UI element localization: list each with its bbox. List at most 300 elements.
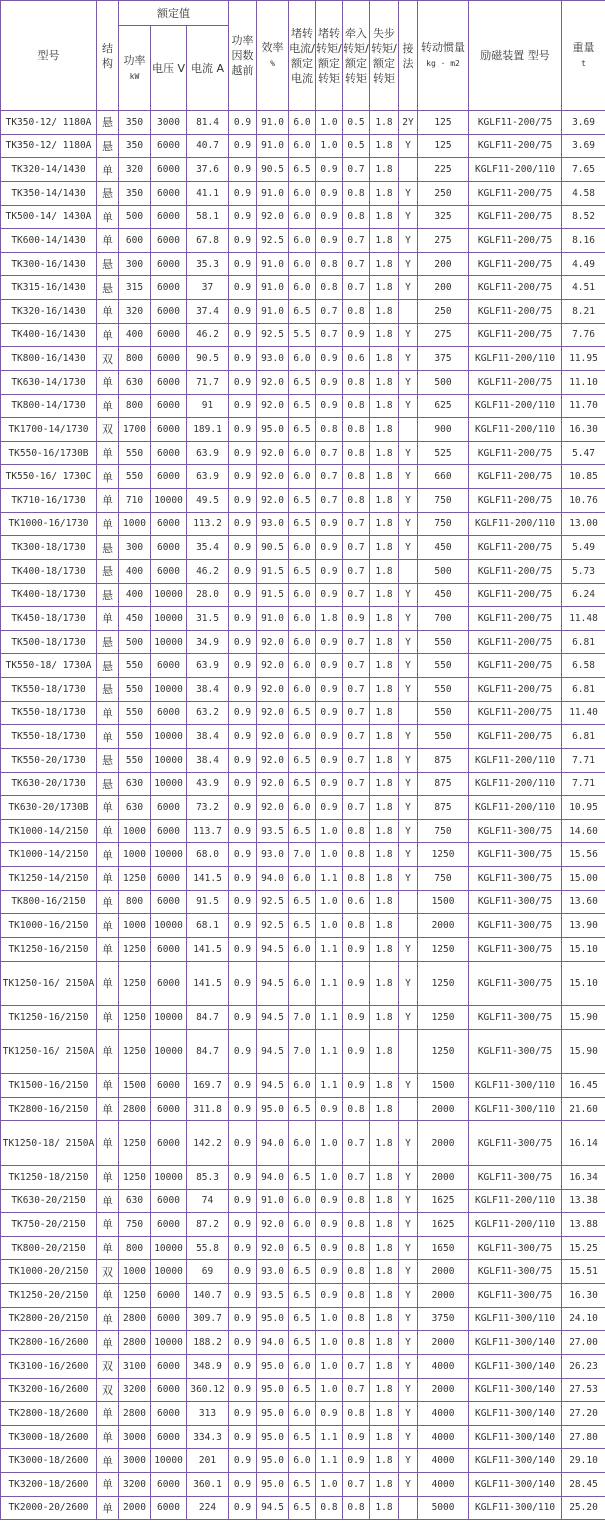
cell-locked-torque: 0.8 [316,276,343,300]
cell-weight: 11.95 [562,347,605,371]
cell-pullin-torque: 0.8 [343,867,370,891]
cell-pullin-torque: 0.7 [343,701,370,725]
cell-model: TK1250-18/2150 [1,1165,97,1189]
cell-weight: 27.20 [562,1402,605,1426]
cell-power: 1000 [119,819,151,843]
cell-pullin-torque: 0.8 [343,1496,370,1520]
cell-locked-current: 6.5 [289,1425,316,1449]
cell-voltage: 6000 [151,134,187,158]
cell-pullin-torque: 0.7 [343,630,370,654]
cell-pullin-torque: 0.8 [343,1402,370,1426]
cell-current: 28.0 [187,583,229,607]
cell-model: TK300-18/1730 [1,536,97,560]
cell-inertia: 3750 [418,1307,469,1331]
cell-model: TK1250-16/2150 [1,1006,97,1030]
cell-structure: 单 [97,890,119,914]
cell-power-factor: 0.9 [229,1307,257,1331]
cell-locked-current: 6.5 [289,772,316,796]
cell-pullout-torque: 1.8 [370,205,399,229]
cell-inertia: 200 [418,276,469,300]
cell-structure: 单 [97,1165,119,1189]
cell-structure: 单 [97,796,119,820]
cell-locked-torque: 0.9 [316,1213,343,1237]
header-inertia-unit: kg · m2 [426,59,460,68]
cell-connection: Y [399,1473,418,1497]
cell-structure: 单 [97,158,119,182]
table-row [1,1097,605,1121]
cell-power-factor: 0.9 [229,1284,257,1308]
cell-inertia: 875 [418,796,469,820]
cell-model: TK630-20/2150 [1,1189,97,1213]
cell-power: 3000 [119,1425,151,1449]
cell-locked-current: 6.5 [289,559,316,583]
cell-current: 43.9 [187,772,229,796]
cell-pullout-torque: 1.8 [370,678,399,702]
cell-power-factor: 0.9 [229,1473,257,1497]
cell-connection: Y [399,1189,418,1213]
cell-pullout-torque: 1.8 [370,1029,399,1074]
cell-inertia: 875 [418,772,469,796]
cell-weight: 15.25 [562,1236,605,1260]
cell-structure: 单 [97,701,119,725]
cell-voltage: 6000 [151,205,187,229]
cell-model: TK1250-20/2150 [1,1284,97,1308]
cell-pullin-torque: 0.8 [343,1331,370,1355]
table-row [1,300,605,324]
header-voltage: 电压 V [151,26,187,111]
table-row [1,347,605,371]
cell-structure: 悬 [97,276,119,300]
cell-power-factor: 0.9 [229,819,257,843]
cell-pullout-torque: 1.8 [370,843,399,867]
cell-weight: 6.58 [562,654,605,678]
cell-power: 550 [119,748,151,772]
cell-pullin-torque: 0.8 [343,418,370,442]
cell-efficiency: 94.5 [257,1496,289,1520]
cell-connection: Y [399,678,418,702]
cell-efficiency: 94.5 [257,1029,289,1074]
cell-exciter: KGLF11-300/75 [469,890,562,914]
cell-model: TK1250-14/2150 [1,867,97,891]
cell-connection: Y [399,1260,418,1284]
cell-structure: 单 [97,489,119,513]
cell-pullout-torque: 1.8 [370,441,399,465]
table-row [1,158,605,182]
cell-model: TK1250-16/2150 [1,937,97,961]
cell-connection [399,559,418,583]
cell-power: 320 [119,158,151,182]
cell-power: 800 [119,347,151,371]
cell-connection: Y [399,1307,418,1331]
cell-structure: 单 [97,1307,119,1331]
cell-pullout-torque: 1.8 [370,701,399,725]
cell-power: 1250 [119,1121,151,1166]
cell-power: 2800 [119,1307,151,1331]
cell-power: 550 [119,654,151,678]
cell-efficiency: 91.0 [257,300,289,324]
cell-voltage: 10000 [151,583,187,607]
cell-connection: Y [399,607,418,631]
cell-pullout-torque: 1.8 [370,1307,399,1331]
cell-connection: Y [399,1074,418,1098]
cell-weight: 11.40 [562,701,605,725]
cell-current: 37 [187,276,229,300]
cell-locked-torque: 0.7 [316,465,343,489]
cell-current: 334.3 [187,1425,229,1449]
cell-pullin-torque: 0.8 [343,300,370,324]
cell-voltage: 6000 [151,158,187,182]
cell-model: TK550-20/1730 [1,748,97,772]
cell-voltage: 6000 [151,1213,187,1237]
cell-structure: 单 [97,1029,119,1074]
cell-inertia: 5000 [418,1496,469,1520]
cell-current: 91 [187,394,229,418]
cell-power: 3200 [119,1378,151,1402]
cell-weight: 21.60 [562,1097,605,1121]
cell-structure: 悬 [97,111,119,135]
cell-power-factor: 0.9 [229,914,257,938]
cell-connection: Y [399,205,418,229]
cell-inertia: 250 [418,181,469,205]
cell-voltage: 10000 [151,678,187,702]
cell-structure: 单 [97,300,119,324]
cell-pullin-torque: 0.9 [343,961,370,1006]
cell-connection: Y [399,725,418,749]
cell-power: 630 [119,796,151,820]
cell-inertia: 125 [418,111,469,135]
cell-efficiency: 94.0 [257,1121,289,1166]
cell-pullout-torque: 1.8 [370,465,399,489]
cell-pullout-torque: 1.8 [370,1213,399,1237]
cell-structure: 悬 [97,772,119,796]
cell-exciter: KGLF11-200/110 [469,1189,562,1213]
cell-structure: 单 [97,1236,119,1260]
table-row [1,843,605,867]
table-row [1,1006,605,1030]
cell-exciter: KGLF11-200/75 [469,252,562,276]
table-row [1,583,605,607]
cell-exciter: KGLF11-200/110 [469,796,562,820]
cell-pullout-torque: 1.8 [370,1354,399,1378]
cell-structure: 悬 [97,654,119,678]
cell-locked-current: 6.0 [289,1402,316,1426]
cell-structure: 悬 [97,678,119,702]
cell-power-factor: 0.9 [229,843,257,867]
cell-pullin-torque: 0.8 [343,441,370,465]
cell-exciter: KGLF11-300/110 [469,1307,562,1331]
cell-pullin-torque: 0.7 [343,725,370,749]
cell-exciter: KGLF11-200/75 [469,536,562,560]
cell-voltage: 10000 [151,772,187,796]
cell-voltage: 6000 [151,512,187,536]
cell-connection: Y [399,441,418,465]
cell-exciter: KGLF11-200/75 [469,134,562,158]
cell-structure: 悬 [97,252,119,276]
cell-exciter: KGLF11-200/75 [469,465,562,489]
cell-power-factor: 0.9 [229,937,257,961]
cell-pullout-torque: 1.8 [370,229,399,253]
cell-model: TK350-12/ 1180A [1,111,97,135]
cell-locked-current: 7.0 [289,1006,316,1030]
table-row [1,181,605,205]
cell-pullin-torque: 0.8 [343,465,370,489]
cell-pullout-torque: 1.8 [370,1074,399,1098]
cell-connection: Y [399,1121,418,1166]
cell-power: 630 [119,1189,151,1213]
cell-power-factor: 0.9 [229,394,257,418]
cell-efficiency: 94.0 [257,867,289,891]
cell-power: 2800 [119,1402,151,1426]
cell-inertia: 750 [418,512,469,536]
cell-locked-torque: 0.9 [316,559,343,583]
cell-inertia: 625 [418,394,469,418]
table-row [1,678,605,702]
cell-locked-torque: 0.9 [316,229,343,253]
cell-structure: 单 [97,1121,119,1166]
cell-voltage: 6000 [151,1307,187,1331]
cell-power-factor: 0.9 [229,607,257,631]
cell-exciter: KGLF11-200/110 [469,772,562,796]
table-row [1,1260,605,1284]
cell-model: TK450-18/1730 [1,607,97,631]
cell-power: 1250 [119,1284,151,1308]
cell-weight: 15.90 [562,1006,605,1030]
cell-current: 313 [187,1402,229,1426]
cell-model: TK3200-18/2600 [1,1473,97,1497]
header-exciter: 励磁装置 型号 [469,1,562,111]
cell-pullout-torque: 1.8 [370,772,399,796]
header-structure: 结构 [97,1,119,111]
cell-locked-torque: 1.0 [316,1331,343,1355]
table-row [1,701,605,725]
cell-current: 63.9 [187,465,229,489]
cell-voltage: 6000 [151,1074,187,1098]
cell-weight: 13.60 [562,890,605,914]
cell-locked-torque: 1.0 [316,819,343,843]
cell-locked-current: 6.5 [289,1260,316,1284]
cell-model: TK630-20/1730 [1,772,97,796]
cell-power-factor: 0.9 [229,134,257,158]
cell-power-factor: 0.9 [229,630,257,654]
cell-weight: 13.38 [562,1189,605,1213]
cell-model: TK3100-16/2600 [1,1354,97,1378]
cell-connection [399,890,418,914]
cell-locked-torque: 0.7 [316,323,343,347]
cell-locked-torque: 1.0 [316,1473,343,1497]
table-row [1,1402,605,1426]
cell-pullout-torque: 1.8 [370,536,399,560]
cell-efficiency: 92.0 [257,1213,289,1237]
cell-voltage: 6000 [151,394,187,418]
cell-power: 1000 [119,1260,151,1284]
cell-power: 550 [119,701,151,725]
cell-inertia: 500 [418,370,469,394]
cell-power-factor: 0.9 [229,323,257,347]
cell-efficiency: 93.0 [257,347,289,371]
cell-locked-torque: 1.1 [316,1449,343,1473]
cell-efficiency: 92.0 [257,1236,289,1260]
cell-exciter: KGLF11-200/75 [469,181,562,205]
cell-efficiency: 91.0 [257,134,289,158]
cell-model: TK710-16/1730 [1,489,97,513]
cell-efficiency: 91.0 [257,1189,289,1213]
cell-voltage: 6000 [151,559,187,583]
cell-pullin-torque: 0.9 [343,1006,370,1030]
cell-locked-torque: 0.9 [316,748,343,772]
cell-connection: Y [399,937,418,961]
cell-current: 68.1 [187,914,229,938]
cell-weight: 10.95 [562,796,605,820]
cell-pullout-torque: 1.8 [370,1121,399,1166]
cell-power: 1250 [119,961,151,1006]
cell-inertia: 2000 [418,1097,469,1121]
cell-exciter: KGLF11-200/110 [469,512,562,536]
cell-inertia: 450 [418,583,469,607]
cell-model: TK630-20/1730B [1,796,97,820]
cell-model: TK550-18/1730 [1,678,97,702]
cell-structure: 单 [97,607,119,631]
cell-locked-torque: 0.8 [316,1496,343,1520]
table-row [1,607,605,631]
cell-efficiency: 92.0 [257,654,289,678]
cell-pullout-torque: 1.8 [370,867,399,891]
cell-weight: 11.10 [562,370,605,394]
table-row [1,1449,605,1473]
cell-pullin-torque: 0.7 [343,678,370,702]
cell-pullout-torque: 1.8 [370,725,399,749]
cell-exciter: KGLF11-300/110 [469,1074,562,1098]
table-row [1,1165,605,1189]
cell-exciter: KGLF11-200/75 [469,701,562,725]
cell-structure: 单 [97,961,119,1006]
cell-structure: 单 [97,1331,119,1355]
cell-locked-torque: 0.9 [316,370,343,394]
table-row [1,1284,605,1308]
cell-weight: 4.49 [562,252,605,276]
cell-exciter: KGLF11-300/75 [469,914,562,938]
cell-structure: 悬 [97,630,119,654]
cell-pullout-torque: 1.8 [370,512,399,536]
cell-inertia: 4000 [418,1473,469,1497]
cell-weight: 13.88 [562,1213,605,1237]
cell-locked-current: 6.0 [289,1449,316,1473]
cell-power-factor: 0.9 [229,181,257,205]
cell-current: 87.2 [187,1213,229,1237]
cell-connection [399,1496,418,1520]
cell-exciter: KGLF11-300/140 [469,1354,562,1378]
cell-locked-current: 6.0 [289,1074,316,1098]
cell-weight: 5.47 [562,441,605,465]
cell-locked-torque: 0.9 [316,630,343,654]
cell-weight: 27.00 [562,1331,605,1355]
cell-locked-current: 6.0 [289,347,316,371]
cell-efficiency: 94.5 [257,1074,289,1098]
cell-efficiency: 91.5 [257,583,289,607]
cell-exciter: KGLF11-300/75 [469,1121,562,1166]
cell-current: 141.5 [187,867,229,891]
cell-efficiency: 94.0 [257,1165,289,1189]
cell-connection: Y [399,961,418,1006]
cell-current: 63.2 [187,701,229,725]
cell-weight: 15.51 [562,1260,605,1284]
cell-locked-torque: 0.9 [316,158,343,182]
cell-connection: Y [399,323,418,347]
cell-exciter: KGLF11-200/110 [469,347,562,371]
table-row [1,890,605,914]
cell-model: TK600-14/1430 [1,229,97,253]
cell-locked-current: 6.5 [289,300,316,324]
cell-model: TK2800-18/2600 [1,1402,97,1426]
cell-voltage: 10000 [151,1236,187,1260]
cell-pullin-torque: 0.7 [343,276,370,300]
cell-connection: Y [399,347,418,371]
cell-model: TK300-16/1430 [1,252,97,276]
cell-pullout-torque: 1.8 [370,1097,399,1121]
cell-pullout-torque: 1.8 [370,914,399,938]
table-row [1,748,605,772]
cell-structure: 单 [97,937,119,961]
cell-inertia: 4000 [418,1449,469,1473]
cell-inertia: 375 [418,347,469,371]
cell-efficiency: 95.0 [257,1307,289,1331]
cell-efficiency: 91.0 [257,276,289,300]
cell-locked-current: 5.5 [289,323,316,347]
cell-pullin-torque: 0.7 [343,654,370,678]
cell-inertia: 450 [418,536,469,560]
cell-voltage: 10000 [151,630,187,654]
cell-voltage: 6000 [151,418,187,442]
cell-connection: Y [399,134,418,158]
cell-current: 68.0 [187,843,229,867]
cell-power: 1250 [119,1165,151,1189]
cell-model: TK500-14/ 1430A [1,205,97,229]
cell-power: 710 [119,489,151,513]
cell-voltage: 6000 [151,370,187,394]
cell-pullout-torque: 1.8 [370,418,399,442]
cell-current: 37.4 [187,300,229,324]
cell-pullout-torque: 1.8 [370,370,399,394]
cell-power-factor: 0.9 [229,701,257,725]
cell-model: TK3000-18/2600 [1,1425,97,1449]
cell-exciter: KGLF11-200/75 [469,300,562,324]
cell-efficiency: 91.0 [257,607,289,631]
table-row [1,441,605,465]
table-row [1,323,605,347]
cell-structure: 单 [97,1189,119,1213]
cell-power: 630 [119,370,151,394]
cell-structure: 单 [97,323,119,347]
cell-connection: Y [399,394,418,418]
cell-locked-torque: 0.8 [316,418,343,442]
cell-structure: 单 [97,1496,119,1520]
cell-locked-torque: 0.9 [316,1097,343,1121]
table-row [1,630,605,654]
cell-inertia: 1625 [418,1213,469,1237]
cell-weight: 7.65 [562,158,605,182]
cell-connection: Y [399,748,418,772]
cell-efficiency: 92.0 [257,748,289,772]
cell-weight: 7.71 [562,772,605,796]
cell-connection: Y [399,252,418,276]
cell-current: 71.7 [187,370,229,394]
cell-inertia: 750 [418,489,469,513]
cell-structure: 悬 [97,748,119,772]
cell-pullout-torque: 1.8 [370,323,399,347]
cell-current: 37.6 [187,158,229,182]
cell-locked-torque: 1.1 [316,1425,343,1449]
cell-pullin-torque: 0.8 [343,1097,370,1121]
cell-connection: Y [399,819,418,843]
